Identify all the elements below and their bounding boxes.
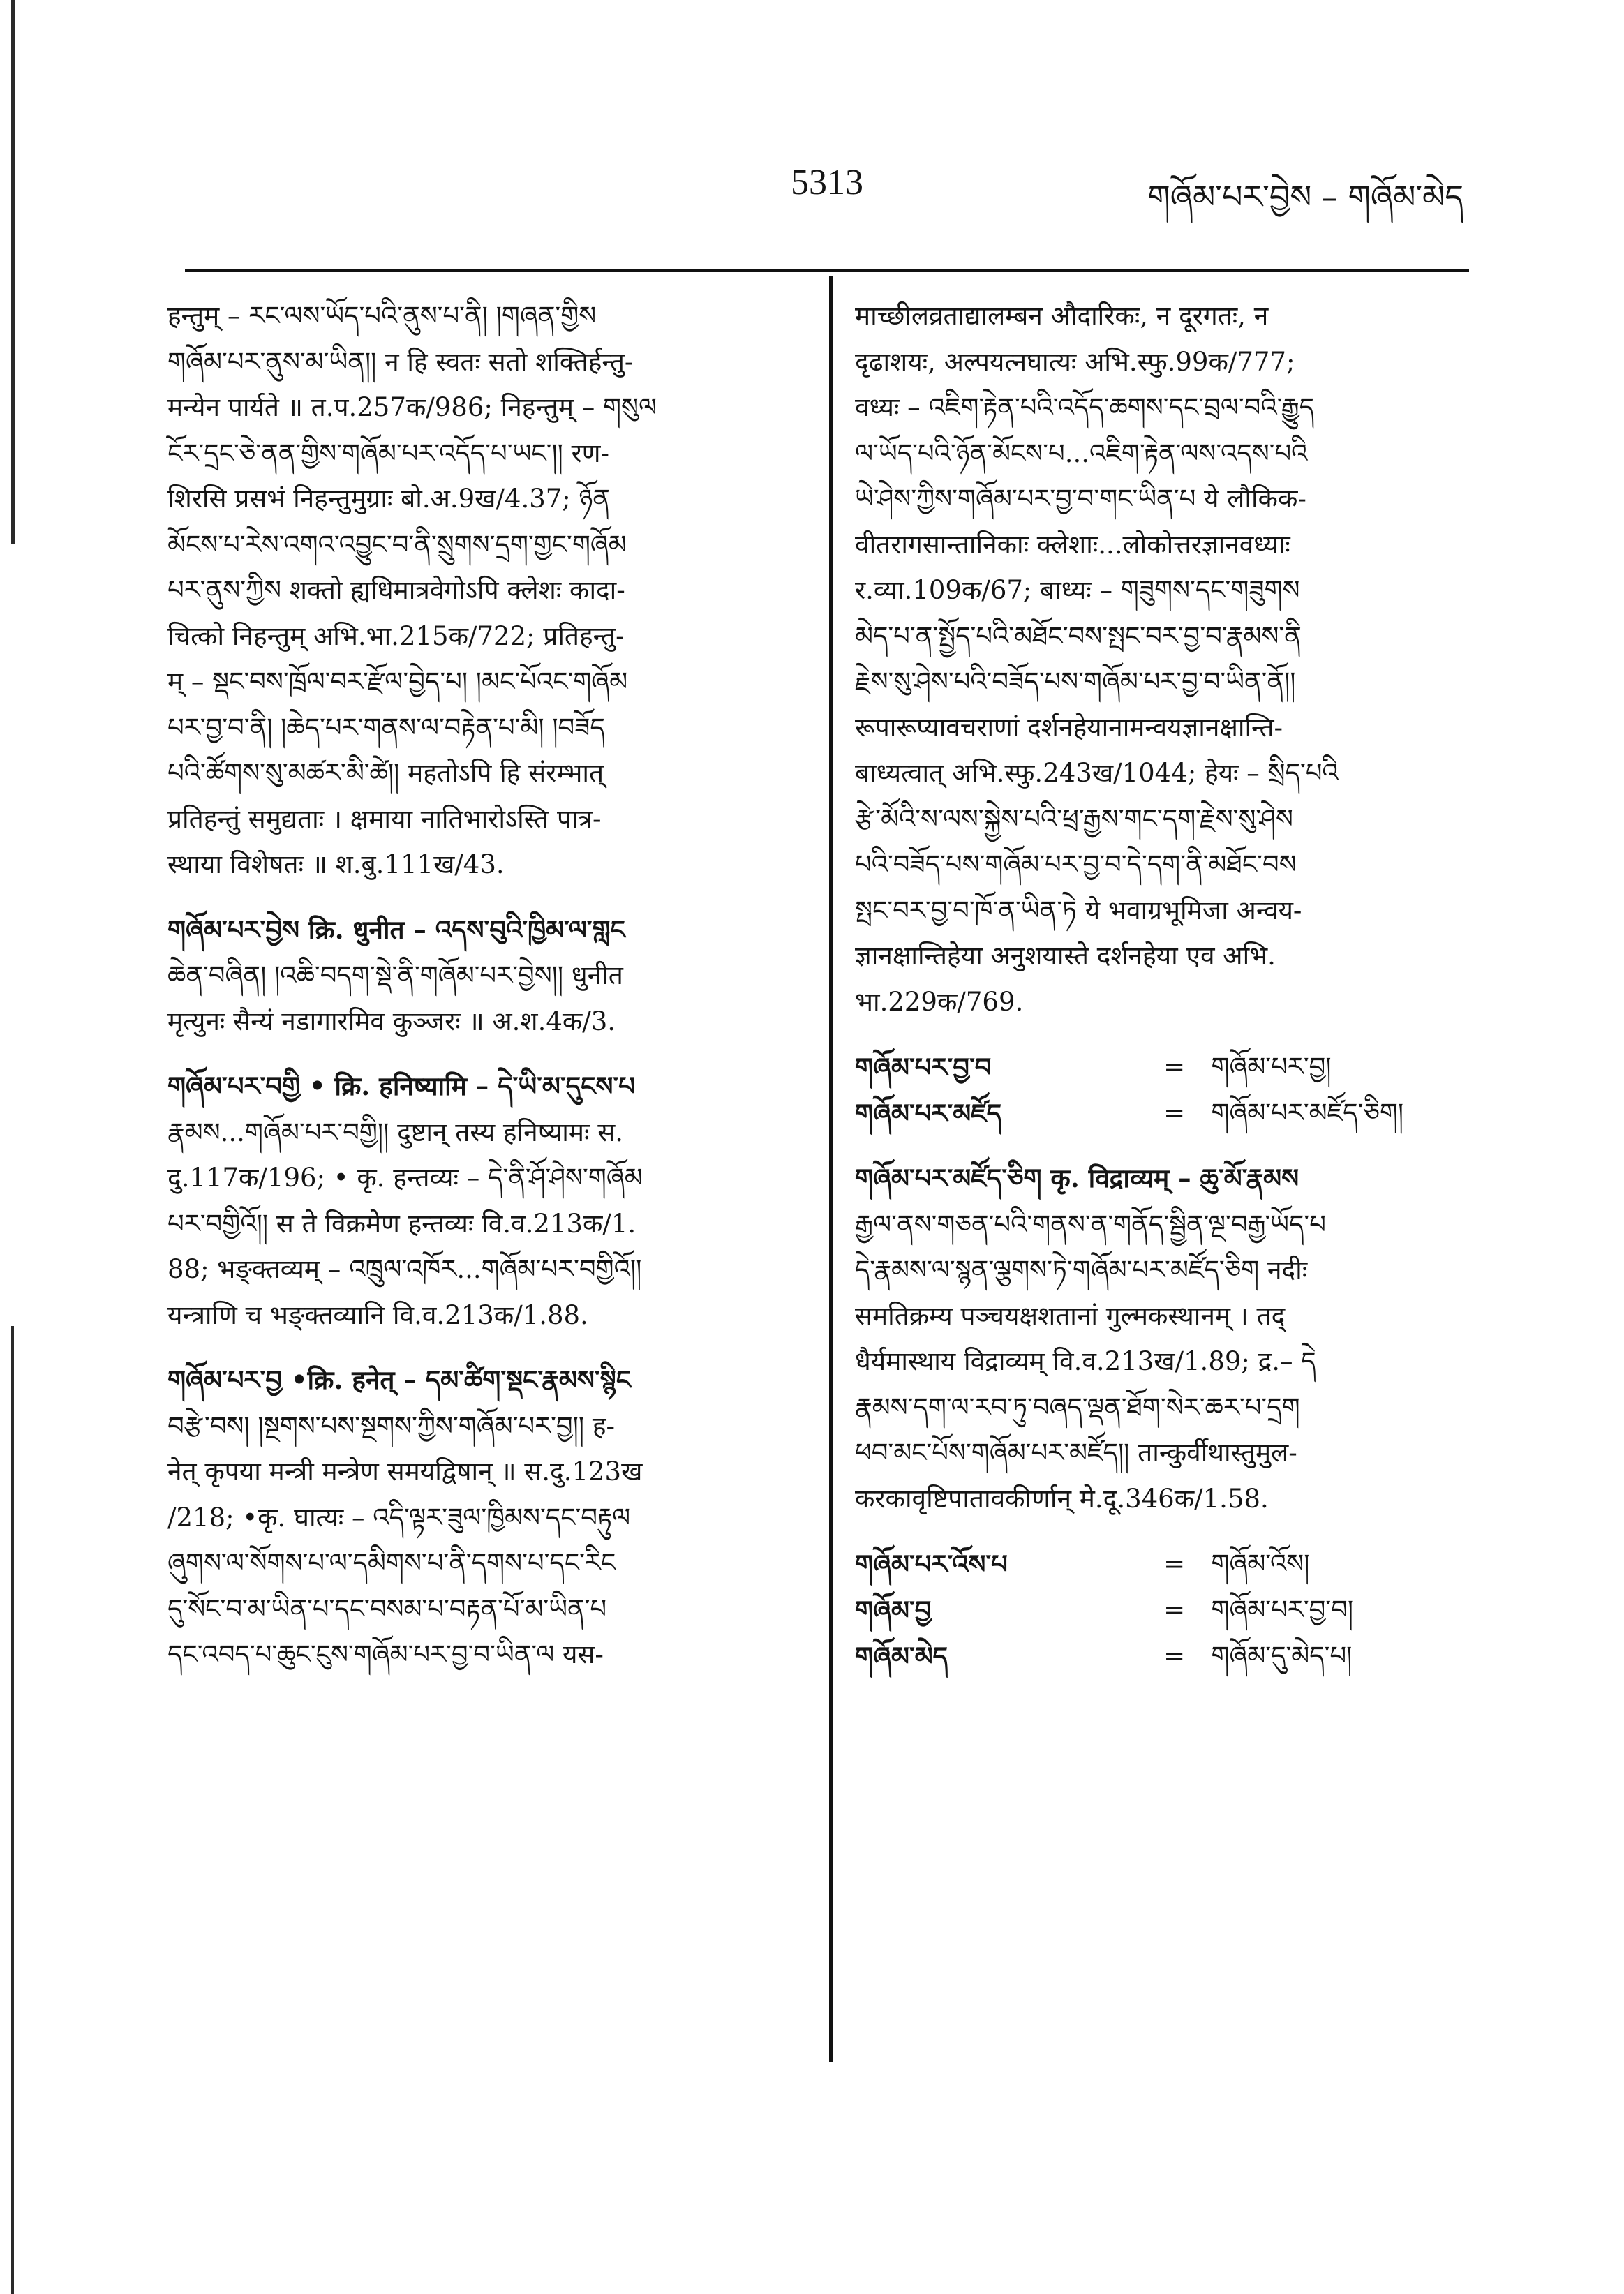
entry-line: སྤང་བར་བྱ་བ་ཁོ་ན་ཡིན་ཏེ ये भवाग्रभूमिजा अन्वय- — [855, 895, 1302, 925]
dictionary-entry — [167, 1064, 796, 1338]
entry-line: /218; •कृ. घात्यः – འདི་ལྟར་ཟུལ་ཁྱིམས་དང་བརྟུལ — [167, 1502, 631, 1533]
entry-line: ངོར་དྲང་ཅེ་ནན་གྱིས་གཞོམ་པར་འདོད་པ་ཡང་།། रण- — [167, 438, 609, 468]
cross-reference-list — [855, 1541, 1469, 1679]
xref-target: གཞོམ་པར་བྱ། — [1211, 1052, 1332, 1082]
entry-line: པར་ནུས་ཀྱིས शक्तो ह्यधिमात्रवेगोऽपि क्लेशः कादा- — [167, 575, 625, 605]
entry-line: རྗེས་སུ་ཤེས་པའི་བཟོད་པས་གཞོམ་པར་བྱ་བ་ཡིན་ནོ།། — [855, 666, 1296, 697]
entry-line: པའི་ཚོགས་སུ་མཚར་མི་ཚེ།། महतोऽपि हि संरम्भात् — [167, 758, 604, 788]
xref-equals: = — [1163, 1641, 1186, 1671]
xref-term: གཞོམ་པར་བྱ་བ — [855, 1052, 992, 1082]
entry-line: हन्तुम् – རང་ལས་ཡོད་པའི་ནུས་པ་ནི། །གཞན་གྱིས — [167, 301, 597, 331]
xref-target: གཞོམ་འོས། — [1211, 1549, 1310, 1579]
dictionary-entry — [167, 907, 796, 1045]
xref-equals: = — [1163, 1098, 1186, 1128]
cross-reference-row — [855, 1587, 1469, 1633]
dictionary-entry — [167, 1357, 796, 1678]
dictionary-entry — [855, 1156, 1469, 1521]
entry-line: म् – སྡང་བས་ཁྲོལ་བར་རྫོལ་བྱེད་པ། །མང་པོའང་གཞོམ — [167, 666, 628, 697]
xref-term: གཞོམ་མེད — [855, 1641, 948, 1671]
entry-line: धैर्यमास्थाय विद्राव्यम् वि.व.213ख/1.89; द्र.– དེ — [855, 1346, 1316, 1376]
xref-equals: = — [1163, 1549, 1186, 1579]
entry-line: मन्येन पार्यते ॥ त.प.257क/986; निहन्तुम् – གསུལ — [167, 392, 657, 422]
entry-line: स्थाया विशेषतः ॥ श.बु.111ख/43. — [167, 849, 505, 879]
dictionary-entry — [855, 293, 1469, 1025]
entry-headword-line: གཞོམ་པར་བགྱི • क्रि. हनिष्यामि – དེ་ཡི་མ་དུངས་པ — [167, 1071, 635, 1101]
entry-line: चित्को निहन्तुम् अभि.भा.215क/722; प्रतिहन्तु- — [167, 620, 625, 651]
entry-line: मृत्युनः सैन्यं नडागारमिव कुञ्जरः ॥ अ.श.4क/3. — [167, 1006, 616, 1036]
cross-reference-list — [855, 1044, 1469, 1136]
cross-reference-row — [855, 1044, 1469, 1090]
entry-line: ཞུགས་ལ་སོགས་པ་ལ་དམིགས་པ་ནི་དགས་པ་དང་རིང — [167, 1548, 616, 1578]
entry-headword-line: གཞོམ་པར་བྱ •क्रि. हनेत् – དམ་ཚིག་སྡང་རྣམས་སྙིང — [167, 1364, 632, 1395]
entry-line: समतिक्रम्य पञ्चयक्षशतानां गुल्मकस्थानम् । तद् — [855, 1300, 1286, 1331]
entry-line: बाध्यत्वात् अभि.स्फु.243ख/1044; हेयः – སྲིད་པའི — [855, 758, 1339, 788]
xref-target: གཞོམ་དུ་མེད་པ། — [1211, 1641, 1353, 1671]
entry-line: དེ་རྣམས་ལ་སྙན་ལྕགས་ཏེ་གཞོམ་པར་མཛོད་ཅིག नदीः — [855, 1255, 1308, 1285]
entry-line: ལ་ཡོད་པའི་ཉོན་མོངས་པ...འཇིག་རྟེན་ལས་འདས་པའི — [855, 438, 1308, 468]
cross-reference-row — [855, 1090, 1469, 1136]
entry-line: བརྩེ་བས། །སྔགས་པས་སྔགས་ཀྱིས་གཞོམ་པར་བྱ།། ह- — [167, 1410, 615, 1441]
header-rule — [185, 269, 1469, 272]
entry-line: གཞོམ་པར་ནུས་མ་ཡིན།། न हि स्वतः सतो शक्तिर्हन्तु- — [167, 346, 634, 377]
entry-line: མོངས་པ་རེས་འགའ་འབྱུང་བ་ནི་སྲུགས་དྲག་གྱང་གཞོམ — [167, 529, 627, 560]
entry-line: शिरसि प्रसभं निहन्तुमुग्राः बो.अ.9ख/4.37; ཉོན — [167, 484, 610, 514]
entry-line: यन्त्राणि च भङ्क्तव्यानि वि.व.213क/1.88. — [167, 1299, 588, 1330]
entry-line: དུ་སོང་བ་མ་ཡིན་པ་དང་བསམ་པ་བརྟན་པོ་མ་ཡིན་པ — [167, 1593, 607, 1624]
entry-line: 88; भङ्क्तव्यम् – འཁྲུལ་འཁོར...གཞོམ་པར་བགྱིའོ།། — [167, 1254, 642, 1284]
entry-line: རྒྱལ་ནས་གཅན་པའི་གནས་ན་གནོད་སྦྱིན་ལྔ་བརྒྱ་ཡོད་པ — [855, 1209, 1326, 1239]
entry-line: माच्छीलव्रताद्यालम्बन औदारिकः, न दूरगतः, न — [855, 301, 1269, 331]
xref-target: གཞོམ་པར་མཛོད་ཅིག། — [1211, 1098, 1404, 1128]
xref-term: གཞོམ་པར་འོས་པ — [855, 1549, 1008, 1579]
entry-line: པར་བགྱིའོ།། स ते विक्रमेण हन्तव्यः वि.व.213क/1. — [167, 1208, 636, 1239]
entry-line: भा.229क/769. — [855, 986, 1024, 1017]
entry-line: ज्ञानक्षान्तिहेया अनुशयास्ते दर्शनहेया एव अभि. — [855, 941, 1276, 971]
xref-equals: = — [1163, 1595, 1186, 1625]
xref-target: གཞོམ་པར་བྱ་བ། — [1211, 1595, 1354, 1625]
entry-line: རྣམས་དག་ལ་རབ་ཏུ་བཞད་ལྡན་ཐོག་སེར་ཆར་པ་དྲག — [855, 1392, 1300, 1422]
entry-line: དང་འབད་པ་ཆུང་ངུས་གཞོམ་པར་བྱ་བ་ཡིན་ལ यस- — [167, 1639, 604, 1669]
scan-edge-mark — [11, 0, 15, 544]
scan-edge-mark — [11, 1326, 14, 2294]
entry-line: रूपारूप्यावचराणां दर्शनहेयानामन्वयज्ञानक्षान्ति- — [855, 712, 1283, 743]
left-column — [167, 293, 796, 1697]
entry-line: प्रतिहन्तुं समुद्यताः । क्षमाया नातिभारोऽस्ति पात्र- — [167, 803, 602, 834]
cross-reference-row — [855, 1541, 1469, 1587]
entry-headword-line: གཞོམ་པར་བྱེས क्रि. धुनीत – འདས་བུའི་ཁྱིམ་ལ་གླང — [167, 914, 625, 945]
entry-line: दृढाशयः, अल्पयत्नघात्यः अभि.स्फु.99क/777; — [855, 346, 1295, 377]
entry-line: वध्यः – འཇིག་རྟེན་པའི་འདོད་ཆགས་དང་བྲལ་བའི་རྒྱུད — [855, 392, 1315, 422]
cross-reference-row — [855, 1633, 1469, 1679]
entry-line: ཆེན་བཞིན། །འཆི་བདག་སྡེ་ནི་གཞོམ་པར་བྱེས།། धुनीत — [167, 960, 623, 990]
entry-line: नेत् कृपया मन्त्री मन्त्रेण समयद्विषान् ॥ स.दु.123ख — [167, 1457, 643, 1487]
entry-line: र.व्या.109क/67; बाध्यः – གཟུགས་དང་གཟུགས — [855, 575, 1300, 605]
dictionary-entry — [167, 293, 796, 888]
entry-headword-line: གཞོམ་པར་མཛོད་ཅིག कृ. विद्राव्यम् – ཆུ་མོ་རྣམས — [855, 1163, 1299, 1193]
entry-line: མེད་པ་ན་སྤྱོད་པའི་མཐོང་བས་སྤང་བར་བྱ་བ་རྣམས་ནི — [855, 620, 1302, 651]
entry-line: པའི་བཟོད་པས་གཞོམ་པར་བྱ་བ་དེ་དག་ནི་མཐོང་བས — [855, 849, 1297, 879]
entry-line: པར་བྱ་བ་ནི། །ཆེད་པར་གནས་ལ་བརྟེན་པ་མི། །བཟོད — [167, 712, 605, 743]
entry-line: करकावृष्टिपातावकीर्णान् मे.दू.346क/1.58. — [855, 1483, 1269, 1514]
xref-term: གཞོམ་བྱ — [855, 1595, 932, 1625]
running-head: གཞོམ་པར་བྱེས – གཞོམ་མེད — [1147, 178, 1463, 216]
entry-line: वीतरागसान्तानिकाः क्लेशाः...लोकोत्तरज्ञानवध्याः — [855, 529, 1290, 560]
entry-line: ཡེ་ཤེས་ཀྱིས་གཞོམ་པར་བྱ་བ་གང་ཡིན་པ ये लौकिक- — [855, 484, 1306, 514]
page-number: 5313 — [791, 163, 863, 202]
column-divider — [829, 276, 833, 2062]
entry-line: རྩེ་མོའི་ས་ལས་སྐྱེས་པའི་ཕྲ་རྒྱས་གང་དག་རྗེས་སུ་ཤེས — [855, 803, 1293, 834]
xref-equals: = — [1163, 1052, 1186, 1082]
entry-line: दु.117क/196; • कृ. हन्तव्यः – དེ་ནི་ཤོ་ཤེས་གཞོམ — [167, 1163, 643, 1193]
entry-line: རྣམས...གཞོམ་པར་བགྱི།། दुष्टान् तस्य हनिष्यामः स. — [167, 1117, 624, 1147]
xref-term: གཞོམ་པར་མཛོད — [855, 1098, 1002, 1129]
entry-line: ཕབ་མང་པོས་གཞོམ་པར་མཛོད།། तान्कुर्वीथास्तुमुल- — [855, 1438, 1297, 1468]
right-column — [855, 293, 1469, 1699]
